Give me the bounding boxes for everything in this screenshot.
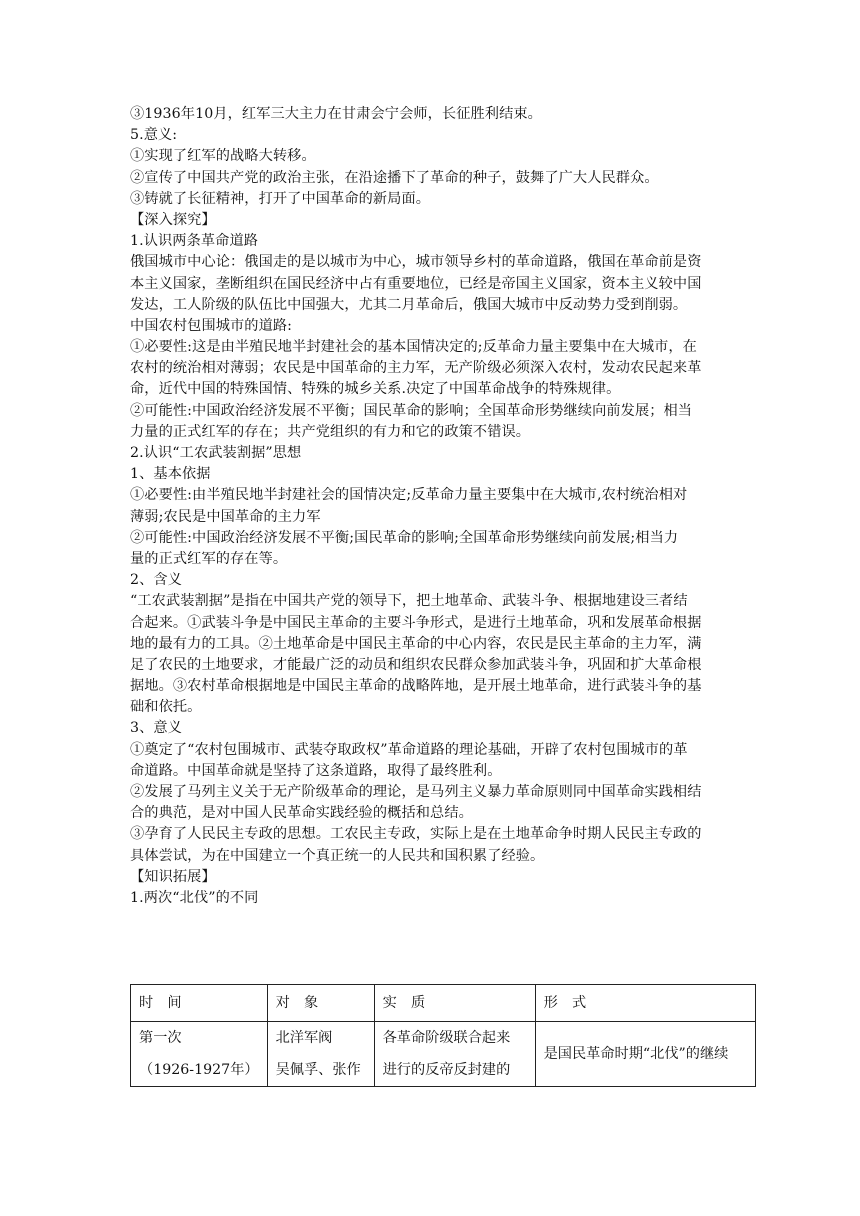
- text-line: ①必要性:这是由半殖民地半封建社会的基本国情决定的;反革命力量主要集中在大城市，在: [130, 339, 697, 356]
- text-line: 地的最有力的工具。②土地革命是中国民主革命的中心内容，农民是民主革命的主力军，满: [130, 635, 702, 652]
- text-line: 命，近代中国的特殊国情、特殊的城乡关系.决定了中国革命战争的特殊规律。: [130, 381, 621, 398]
- text-line: ③铸就了长征精神，打开了中国革命的新局面。: [130, 190, 431, 207]
- text-line: 合的典范，是对中国人民革命实践经验的概括和总结。: [130, 805, 473, 822]
- text-line: 俄国城市中心论：俄国走的是以城市为中心，城市领导乡村的革命道路，俄国在革命前是资: [130, 254, 702, 271]
- text-line: 1、基本依据: [130, 466, 211, 483]
- cell-nature: [374, 1022, 535, 1087]
- section-heading: 【知识拓展】: [130, 868, 216, 885]
- header-target: 对 象: [267, 985, 374, 1022]
- cell-target-line2: 吴佩孚、张作: [275, 1062, 361, 1078]
- text-line: 合起来。①武装斗争是中国民主革命的主要斗争形式，是进行土地革命，巩和发展革命根据: [130, 614, 702, 631]
- cell-form: 是国民革命时期“北伐”的继续: [535, 1022, 755, 1087]
- header-nature: 实 质: [374, 985, 535, 1022]
- text-line: ③1936年10月，红军三大主力在甘肃会宁会师，长征胜利结束。: [130, 106, 542, 122]
- text-line: ①必要性:由半殖民地半封建社会的国情决定;反革命力量主要集中在大城市,农村统治相对: [130, 487, 688, 504]
- comparison-table-wrapper: [130, 984, 756, 1087]
- text-line: 量的正式红军的存在等。: [130, 550, 288, 567]
- cell-time-line2: （1926-1927年）: [139, 1062, 259, 1078]
- cell-time-line1: 第一次: [139, 1030, 182, 1046]
- cell-target-line1: 北洋军阀: [275, 1030, 333, 1046]
- text-line: ②发展了马列主义关于无产阶级革命的理论，是马列主义暴力革命原则同中国革命实践相结: [130, 784, 702, 800]
- text-line: 中国农村包围城市的道路:: [130, 317, 293, 334]
- text-line: ①奠定了“农村包围城市、武装夺取政权”革命道路的理论基础，开辟了农村包围城市的革: [130, 741, 688, 758]
- text-line: 5.意义:: [130, 127, 178, 144]
- text-line: 薄弱;农民是中国革命的主力军: [130, 508, 321, 525]
- text-line: 据地。③农村革命根据地是中国民主革命的战略阵地，是开展土地革命，进行武装斗争的基: [130, 678, 702, 695]
- cell-target: [267, 1022, 374, 1087]
- cell-nature-line2: 进行的反帝反封建的: [382, 1062, 511, 1078]
- text-line: “工农武装割据”是指在中国共产党的领导下，把土地革命、武装斗争、根据地建设三者结: [130, 593, 688, 610]
- text-line: 足了农民的土地要求，才能最广泛的动员和组织农民群众参加武装斗争，巩固和扩大革命根: [130, 656, 702, 673]
- header-time: 时 间: [131, 985, 268, 1022]
- text-line: ②可能性:中国政治经济发展不平衡；国民革命的影响；全国革命形势继续向前发展；相当: [130, 402, 693, 419]
- text-line: ②可能性:中国政治经济发展不平衡;国民革命的影响;全国革命形势继续向前发展;相当力: [130, 529, 679, 546]
- text-line: 发达，工人阶级的队伍比中国强大，尤其二月革命后，俄国大城市中反动势力受到削弱。: [130, 296, 688, 313]
- text-line: 2.认识“工农武装割据”思想: [130, 445, 302, 461]
- text-line: ③孕育了人民民主专政的思想。工农民主专政，实际上是在土地革命争时期人民民主专政的: [130, 826, 702, 843]
- text-line: 具体尝试，为在中国建立一个真正统一的人民共和国积累了经验。: [130, 847, 545, 864]
- text-line: 础和依托。: [130, 699, 202, 716]
- text-line: 农村的统治相对薄弱；农民是中国革命的主力军，无产阶级必须深入农村，发动农民起来革: [130, 360, 702, 377]
- text-line: 2、含义: [130, 572, 182, 589]
- text-line: 1.两次“北伐”的不同: [130, 889, 259, 906]
- document-body: [130, 104, 760, 909]
- cell-nature-line1: 各革命阶级联合起来: [382, 1030, 511, 1046]
- text-line: ①实现了红军的战略大转移。: [130, 148, 316, 165]
- text-line: 命道路。中国革命就是坚持了这条道路，取得了最终胜利。: [130, 762, 502, 779]
- comparison-table: [130, 984, 756, 1087]
- text-line: 本主义国家，垄断组织在国民经济中占有重要地位，已经是帝国主义国家，资本主义较中国: [130, 275, 702, 292]
- text-line: 力量的正式红军的存在；共产党组织的有力和它的政策不错误。: [130, 423, 531, 440]
- cell-time: [131, 1022, 268, 1087]
- text-line: 3、意义: [130, 720, 182, 737]
- table-header-row: [131, 985, 756, 1022]
- section-heading: 【深入探究】: [130, 211, 216, 228]
- header-form: 形 式: [535, 985, 755, 1022]
- text-line: 1.认识两条革命道路: [130, 233, 259, 250]
- table-row: [131, 1022, 756, 1087]
- text-line: ②宣传了中国共产党的政治主张，在沿途播下了革命的种子，鼓舞了广大人民群众。: [130, 169, 659, 186]
